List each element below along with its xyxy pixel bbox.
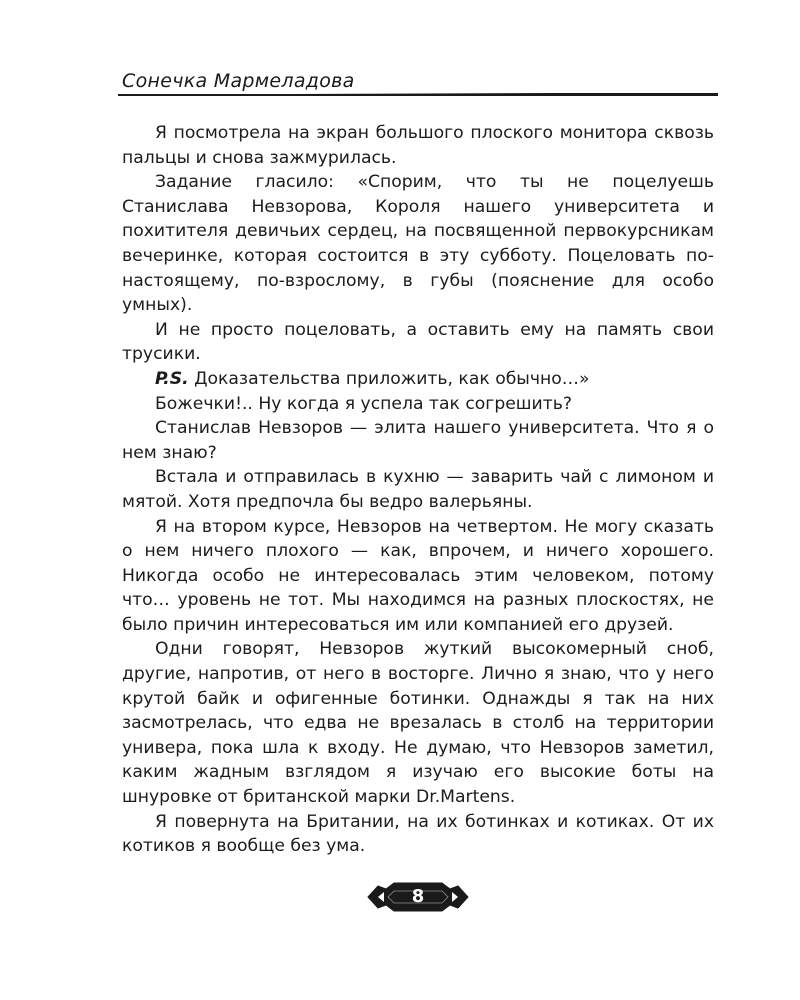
header-rule: [118, 94, 718, 96]
paragraph-7: Встала и отправилась в кухню — заварить чай с лимоном и мятой. Хотя предпочла бы ведро валерьяны.: [122, 467, 714, 512]
paragraph-5: Божечки!.. Ну когда я успела так согрешить?: [155, 393, 572, 414]
paragraph-2: Задание гласило: «Спорим, что ты не поцелуешь Станислава Невзорова, Короля нашего университета и похитителя девичьих сердец, на посвященной первокурсникам вечеринке, которая состоится в эту субботу. Поцеловать по-настоящему, по-взрослому, в губы (пояснение для особо умных).: [122, 172, 714, 316]
page-number-badge: [364, 880, 472, 914]
paragraph-3: И не просто поцеловать, а оставить ему на память свои трусики.: [122, 319, 714, 365]
paragraph-8: Я на втором курсе, Невзоров на четвертом. Не могу сказать о нем ничего плохого — как, впрочем, и ничего хорошего. Никогда особо не интересовалась этим человеком, потому что… уровень не тот. Мы находимся на разных плоскостях, не было причин интересоваться им или компанией его друзей.: [122, 516, 714, 635]
paragraph-10: Я повернута на Британии, на их ботинках и котиках. От их котиков я вообще без ума.: [122, 811, 714, 857]
paragraph-9: Одни говорят, Невзоров жуткий высокомерный сноб, другие, напротив, от него в восторге. Лично я знаю, что у него крутой байк и офигенные ботинки. Однажды я так на них засмотрелась, что едва не врезалась в столб на территории универа, пока шла к входу. Не думаю, что Невзоров заметил, каким жадным взглядом я изучаю его высокие боты на шнуровке от британской марки Dr.Martens.: [122, 639, 714, 808]
paragraph-1: Я посмотрела на экран большого плоского монитора сквозь пальцы и снова зажмурилась.: [122, 123, 714, 168]
page-number: 8: [411, 886, 425, 907]
ps-label: P.S.: [155, 368, 189, 389]
ps-text: Доказательства приложить, как обычно…»: [188, 368, 590, 389]
paragraph-4: [122, 367, 714, 392]
paragraph-6: Станислав Невзоров — элита нашего университета. Что я о нем знаю?: [122, 418, 714, 463]
body-text: [122, 121, 714, 859]
running-title: Сонечка Мармеладова: [122, 70, 355, 92]
